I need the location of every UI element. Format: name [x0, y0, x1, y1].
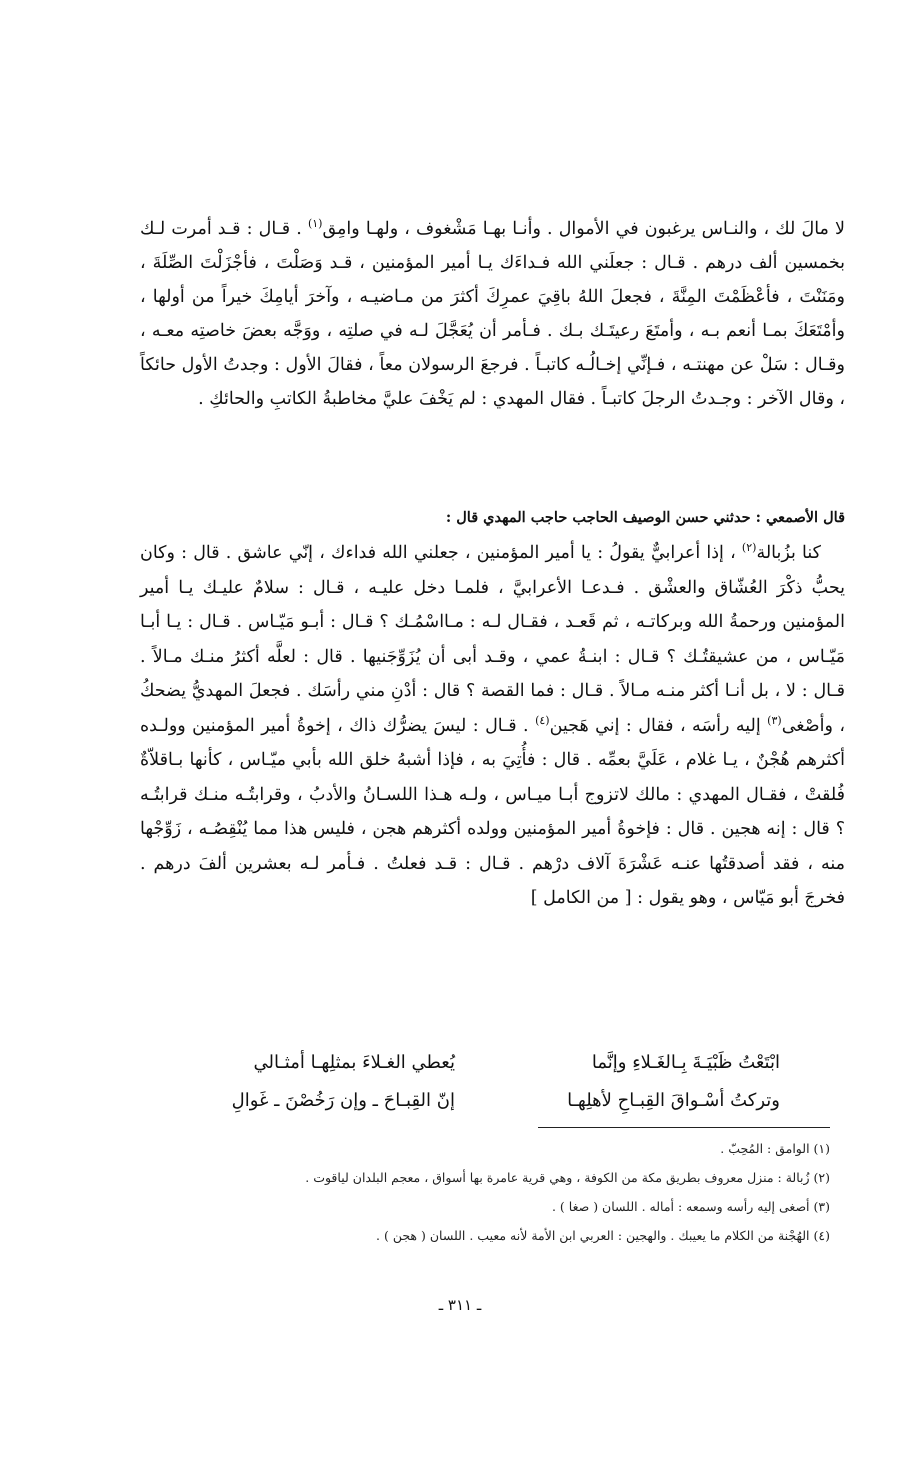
- footnote-2: (٢) زُبالة : منزل معروف بطريق مكة من الكوفة ، وهي قرية عامرة بها أسواق ، معجم البلدان لياقوت .: [305, 1170, 830, 1185]
- paragraph-2-text-3: إليه رأسَه ، فقال : إني هَجين: [549, 715, 768, 736]
- poem-verse-2: [180, 1082, 780, 1120]
- paragraph-2-text-2: ، إذا أعرابيٌّ يقولُ : يا أمير المؤمنين ، جعلني الله فداءك ، إنّي عاشق . قال : وكان يحبُّ ذكْرَ العُشّاق والعشْق . فـدعـا الأعرابيَّ ، فلمـا دخل عليـه ، قـال : سلامٌ عليـك يـا أمير المؤمنين ورحمةُ الله وبركاتـه ، ثم قَعـد ، فقـال لـه : مـااسْمُـك ؟ قـال : أبـو مَيّـاس . قـال : يـا أبـا مَيّـاس ، من عشيقتُـك ؟ قـال : ابنـةُ عمي ، وقـد أبى أن يُزَوِّجَنيها . قال : لعلَّه أكثرُ منـك مـالاً . قـال : لا ، بل أنـا أكثر منـه مـالاً . قـال : فما القصة ؟ قال : أدْنِ مني رأسَك . فجعلَ المهديُّ يضحكُ ، وأصْغى: [140, 543, 845, 736]
- paragraph-1-text-start: لا مالَ لك ، والنـاس يرغبون في الأموال . وأنـا بهـا مَشْغوف ، ولهـا وامِق: [322, 219, 845, 239]
- footnote-divider: [538, 1127, 830, 1128]
- paragraph-2-text-1: كنا بزُبالة: [756, 543, 821, 563]
- section-heading: قال الأصمعي : حدثني حسن الوصيف الحاجب حاجب المهدي قال :: [445, 509, 845, 526]
- paragraph-1: [140, 212, 845, 416]
- footnote-ref-3: (٣): [767, 713, 782, 727]
- verse-1-second-hemistich: يُعطي الغـلاءَ بمثلِهـا أمثـالي: [253, 1052, 455, 1073]
- footnote-ref-2: (٢): [741, 541, 757, 555]
- poem-verse-1: [180, 1044, 780, 1082]
- paragraph-1-text-end: . قـال : قـد أمرت لـك بخمسين ألف درهم . قـال : جعلَني الله فـداءَك يـا أمير المؤمنين ، قـد وَصَلْتَ ، فأجْزَلْتَ الصِّلَةَ ، ومَنَنْتَ ، فأعْظَمْتَ المِنَّةَ ، فجعلَ اللهُ باقِيَ عمرِكَ أكثرَ من مـاضيـه ، وآخرَ أيامِكَ خيراً من أولها ، وأمْتَعَكَ بمـا أنعم بـه ، وأمتَعَ رعيتَـك بـك . فـأمر أن يُعَجَّلَ لـه في صلتِه ، ووَجَّه بعضَ خاصتِه معـه ، وقـال : سَلْ عن مهنتـه ، فـإنِّي إخـالُـه كاتبـاً . فرجعَ الرسولان معاً ، فقالَ الأول : وجدتُ الأول حائكاً ، وقال الآخر : وجـدتُ الرجلَ كاتبـاً . فقال المهدي : لم يَخْفَ عليَّ مخاطبةُ الكاتبِ والحائكِ .: [140, 219, 845, 409]
- footnote-1: (١) الوامق : المُحِبّ .: [720, 1141, 830, 1156]
- verse-1-first-hemistich: ابْتَعْتُ ظَبْيَـةَ بِـالغَـلاءِ وإنَّما: [591, 1052, 780, 1073]
- footnotes: [160, 1136, 830, 1252]
- page-number: ـ ٣١١ ـ: [438, 1296, 482, 1314]
- poem: [180, 1044, 780, 1120]
- footnote-3: (٣) أصغى إليه رأسه وسمعه : أماله . اللسان ( صغا ) .: [551, 1199, 830, 1214]
- paragraph-2: [140, 536, 845, 916]
- footnote-ref-4: (٤): [535, 713, 550, 727]
- verse-2-first-hemistich: وتركتُ أسْـواقَ القِبـاحِ لأهلِهـا: [567, 1090, 780, 1111]
- footnote-ref-1: (١): [307, 217, 323, 231]
- footnote-4: (٤) الهُجْنة من الكلام ما يعيبك . والهجين : العربي ابن الأمة لأنه معيب . اللسان ( هجن ) .: [376, 1228, 830, 1243]
- verse-2-second-hemistich: إنّ القِبـاحَ ـ وإن رَخُصْنَ ـ غَوالِ: [231, 1090, 455, 1111]
- paragraph-2-text-4: . قـال : ليسَ يضرُّك ذاك ، إخوةُ أمير المؤمنين وولـده أكثرهم هُجْنٌ ، يـا غلام ، عَلَيَّ بعمِّه . قال : فأُتِيَ به ، فإذا أشبهُ خلق الله بأبي ميّـاس ، كأنها بـاقلاّةٌ فُلقتْ ، فقـال المهدي : مالك لاتزوج أبـا ميـاس ، ولـه هـذا اللسـانُ والأدبُ ، وقرابتُـه منـك قرابتُـه ؟ قال : إنه هجين . قال : فإخوةُ أمير المؤمنين وولده أكثرهم هجن ، فليس هذا مما يُنْقِصُـه ، زَوِّجْها منه ، فقد أصدقتُها عنـه عَشْرَةَ آلاف درْهم . قـال : قـد فعلتُ . فـأمر لـه بعشرين ألفَ درهم . فخرجَ أبو مَيّاس ، وهو يقول : [ من الكامل ]: [140, 715, 845, 908]
